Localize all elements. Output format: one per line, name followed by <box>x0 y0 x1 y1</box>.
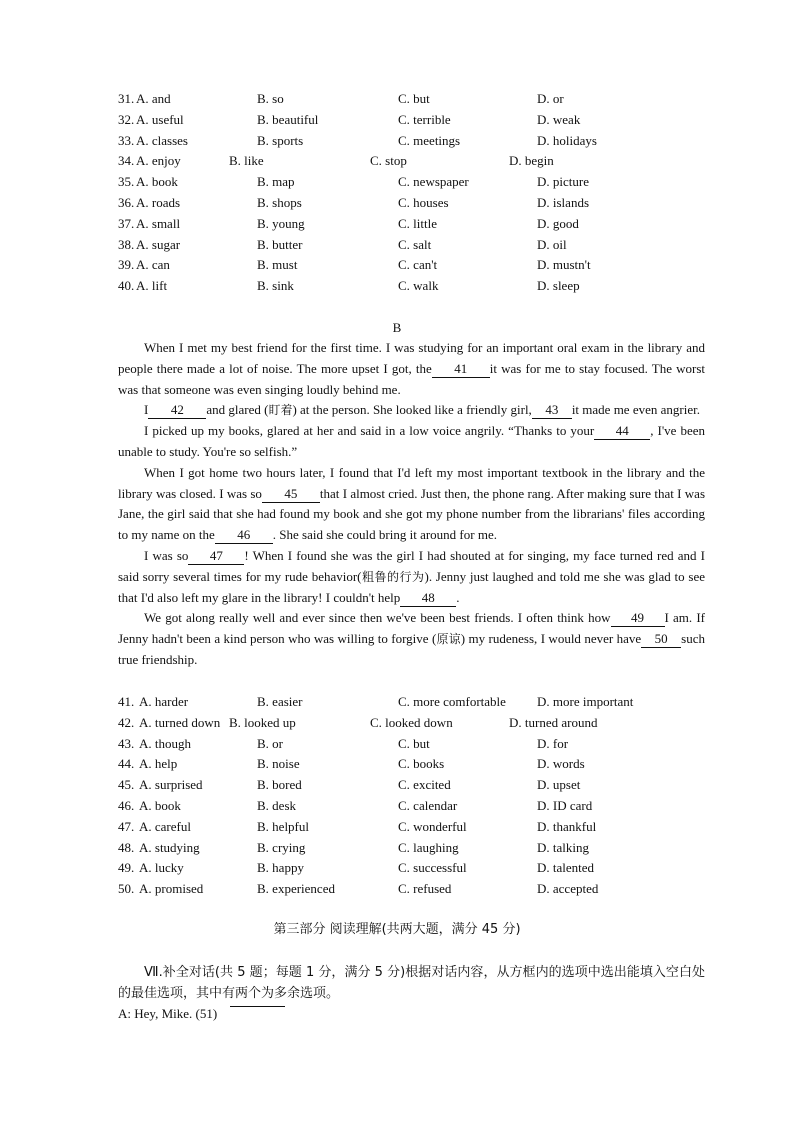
option-b[interactable]: B. sink <box>257 278 294 294</box>
question-number: 48. <box>118 839 135 855</box>
option-d[interactable]: D. more important <box>537 694 634 709</box>
option-b[interactable]: B. so <box>257 91 284 106</box>
question-number: 38. <box>118 236 135 252</box>
option-a[interactable]: A. though <box>139 735 191 751</box>
option-c[interactable]: C. excited <box>398 777 451 793</box>
question-number: 36. <box>118 195 135 210</box>
option-b[interactable]: B. like <box>229 153 264 169</box>
option-d[interactable]: D. mustn't <box>537 257 591 273</box>
option-c[interactable]: C. can't <box>398 257 438 273</box>
option-b[interactable]: B. sports <box>257 132 304 148</box>
option-c[interactable]: C. laughing <box>398 839 459 855</box>
blank-50: 50 <box>641 631 681 648</box>
option-b[interactable]: B. bored <box>257 777 302 793</box>
passage-paragraph-1: When I met my best friend for the first time. I was studying for an important oral exam in the library and people there made a lot of noise. The more upset I got, the 41 it was for me to stay focused. The worst was that someone was even singing loudly behind me. <box>118 340 706 397</box>
option-d[interactable]: D. talking <box>537 839 589 855</box>
option-a[interactable]: A. turned down <box>139 714 221 730</box>
option-d[interactable]: D. words <box>537 756 585 772</box>
question-number: 34. <box>118 153 135 169</box>
option-a[interactable]: A. roads <box>136 195 181 210</box>
option-c[interactable]: C. more comfortable <box>398 694 506 709</box>
question-number: 44. <box>118 756 135 772</box>
question-number: 47. <box>118 818 135 834</box>
blank-47: 47 <box>188 548 244 565</box>
option-c[interactable]: C. refused <box>398 881 452 897</box>
passage-b <box>118 338 705 671</box>
option-a[interactable]: A. careful <box>139 818 191 834</box>
option-a[interactable]: A. book <box>136 174 178 190</box>
blank-41: 41 <box>432 361 490 378</box>
option-d[interactable]: D. for <box>537 735 569 751</box>
option-a[interactable]: A. enjoy <box>136 153 181 169</box>
question-number: 50. <box>118 881 135 897</box>
option-b[interactable]: B. looked up <box>229 714 296 730</box>
option-a[interactable]: A. and <box>136 91 171 106</box>
option-b[interactable]: B. shops <box>257 195 302 210</box>
question-number: 42. <box>118 714 135 730</box>
option-d[interactable]: D. oil <box>537 236 567 252</box>
option-d[interactable]: D. thankful <box>537 818 597 834</box>
passage-paragraph-2: I 42 and glared (盯着) at the person. She looked like a friendly girl, 43 it made me even angrier. <box>144 402 700 418</box>
option-b[interactable]: B. experienced <box>257 881 335 897</box>
option-c[interactable]: C. looked down <box>370 714 453 730</box>
blank-44: 44 <box>594 423 650 440</box>
option-b[interactable]: B. easier <box>257 694 303 709</box>
option-b[interactable]: B. must <box>257 257 298 273</box>
option-c[interactable]: C. meetings <box>398 132 461 148</box>
question-number: 43. <box>118 735 135 751</box>
option-a[interactable]: A. small <box>136 215 181 231</box>
blank-42: 42 <box>148 402 206 419</box>
option-d[interactable]: D. turned around <box>509 714 598 730</box>
blank-46: 46 <box>215 527 273 544</box>
option-c[interactable]: C. wonderful <box>398 818 467 834</box>
option-a[interactable]: A. studying <box>139 839 200 855</box>
blank-43: 43 <box>532 402 572 419</box>
question-number: 45. <box>118 777 135 793</box>
option-d[interactable]: D. talented <box>537 860 595 876</box>
section-b-heading: B <box>392 320 402 335</box>
passage-paragraph-5: I was so 47 ! When I found she was the girl I had shouted at for singing, my face turned red and I said sorry several times for my rude behavior(粗鲁的行为). Jenny just laughed and told me she was glad to see that I'd also left my glare in the library! I couldn't help 48 . <box>118 547 706 605</box>
option-c[interactable]: C. books <box>398 756 445 772</box>
option-c[interactable]: C. little <box>398 215 437 231</box>
option-d[interactable]: D. picture <box>537 174 589 190</box>
option-d[interactable]: D. or <box>537 91 564 106</box>
passage-paragraph-6: We got along really well and ever since then we've been best friends. I often think how 49 I am. If Jenny hadn't been a kind person who was willing to forgive (原谅) my rudeness, I would never have 50 such true friendship. <box>118 610 705 667</box>
option-c[interactable]: C. stop <box>370 153 407 169</box>
blank-48: 48 <box>400 590 456 607</box>
option-d[interactable]: D. accepted <box>537 881 599 897</box>
option-a[interactable]: A. lift <box>136 278 168 294</box>
question-number: 39. <box>118 257 135 273</box>
option-b[interactable]: B. desk <box>257 798 296 813</box>
question-number: 31. <box>118 91 135 106</box>
option-c[interactable]: C. salt <box>398 236 432 252</box>
blank-49: 49 <box>611 610 665 627</box>
option-b[interactable]: B. beautiful <box>257 111 319 127</box>
option-c[interactable]: C. but <box>398 735 430 751</box>
option-d[interactable]: D. weak <box>537 111 581 127</box>
part3-instruction: Ⅶ.补全对话(共 5 题；每题 1 分，满分 5 分)根据对话内容，从方框内的选项中选出能填入空白处的最佳选项，其中有两个为多余选项。 <box>118 965 705 1001</box>
option-c[interactable]: C. but <box>398 91 430 106</box>
blank-45: 45 <box>262 486 320 503</box>
question-number: 32. <box>118 111 135 127</box>
option-a[interactable]: A. useful <box>136 111 184 127</box>
option-c[interactable]: C. terrible <box>398 111 451 127</box>
option-c[interactable]: C. successful <box>398 860 467 876</box>
question-number: 40. <box>118 278 135 294</box>
option-d[interactable]: D. islands <box>537 195 589 210</box>
option-a[interactable]: A. lucky <box>139 860 184 876</box>
option-b[interactable]: B. happy <box>257 860 304 876</box>
question-number: 41. <box>118 694 135 709</box>
option-d[interactable]: D. begin <box>509 153 554 169</box>
option-d[interactable]: D. good <box>537 215 579 231</box>
option-d[interactable]: D. sleep <box>537 278 580 294</box>
question-number: 33. <box>118 132 135 148</box>
question-number: 49. <box>118 860 135 876</box>
option-a[interactable]: A. can <box>136 257 170 273</box>
option-b[interactable]: B. young <box>257 215 305 231</box>
option-b[interactable]: B. noise <box>257 756 300 772</box>
option-b[interactable]: B. or <box>257 735 283 751</box>
option-a[interactable]: A. sugar <box>136 236 181 252</box>
option-b[interactable]: B. butter <box>257 236 303 252</box>
option-d[interactable]: D. holidays <box>537 132 597 148</box>
option-a[interactable]: A. help <box>139 756 178 772</box>
option-b[interactable]: B. map <box>257 174 295 190</box>
option-c[interactable]: C. newspaper <box>398 174 469 190</box>
blank-51[interactable] <box>230 1006 285 1007</box>
question-number: 35. <box>118 174 135 190</box>
option-a[interactable]: A. promised <box>139 881 204 897</box>
option-c[interactable]: C. walk <box>398 278 439 294</box>
part3-title: 第三部分 阅读理解(共两大题，满分 45 分) <box>273 922 521 937</box>
option-b[interactable]: B. helpful <box>257 818 309 834</box>
option-a[interactable]: A. surprised <box>139 777 203 793</box>
option-d[interactable]: D. ID card <box>537 798 593 813</box>
passage-paragraph-3: I picked up my books, glared at her and said in a low voice angrily. “Thanks to your 44 , I've been unable to study. You're so selfish.” <box>118 423 705 459</box>
question-number: 46. <box>118 798 135 813</box>
option-a[interactable]: A. classes <box>136 132 188 148</box>
option-b[interactable]: B. crying <box>257 839 306 855</box>
option-a[interactable]: A. harder <box>139 694 189 709</box>
option-c[interactable]: C. calendar <box>398 798 458 813</box>
option-c[interactable]: C. houses <box>398 195 449 210</box>
option-a[interactable]: A. book <box>139 798 181 813</box>
question-number: 37. <box>118 215 135 231</box>
passage-paragraph-4: When I got home two hours later, I found that I'd left my most important textbook in the library and the library was closed. I was so 45 that I almost cried. Just then, the phone rang. After making sure that I was Jane, the girl said that she had found my book and she got my phone number from the librarians' files according to my name on the 46 . She said she could bring it around for me. <box>118 464 706 543</box>
option-d[interactable]: D. upset <box>537 777 581 793</box>
